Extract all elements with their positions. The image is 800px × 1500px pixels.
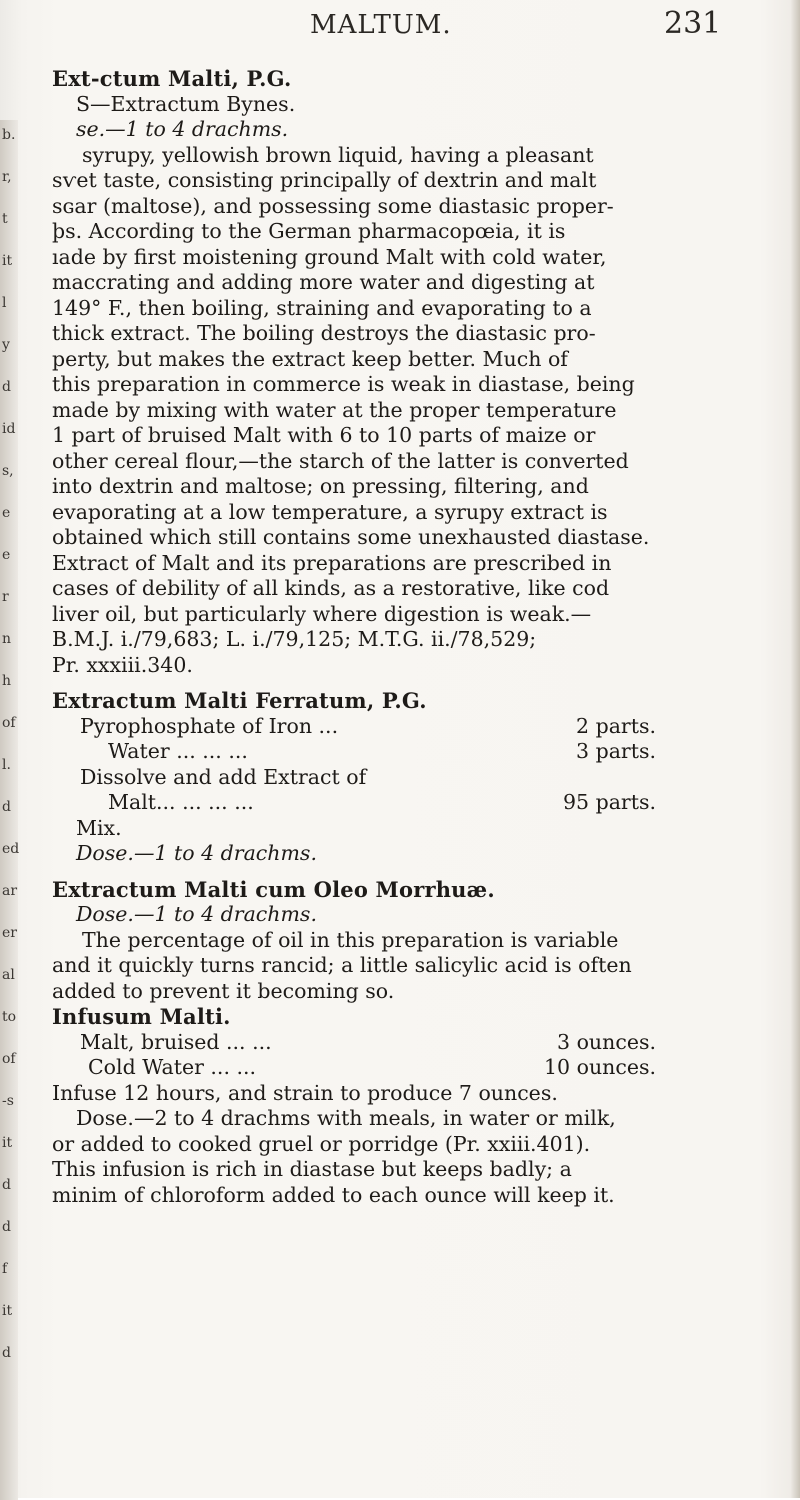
- gutter-glyph: h: [2, 673, 12, 689]
- gutter-glyph: of: [2, 715, 16, 731]
- ingredient-amount: 2 parts.: [576, 713, 656, 738]
- gutter-glyph: d: [2, 1345, 11, 1361]
- text-line: se.—1 to 4 drachms.: [76, 117, 289, 141]
- ingredient-amount: 10 ounces.: [544, 1055, 656, 1079]
- text-line: cases of debility of all kinds, as a restorative, like cod: [52, 576, 610, 600]
- right-page-edge: [790, 0, 800, 1498]
- gutter-glyph: of: [2, 1051, 16, 1067]
- text-line: sɢar (maltose), and possessing some diastasic proper-: [52, 193, 614, 218]
- ingredient-name: Pyrophosphate of Iron ...: [80, 713, 339, 738]
- text-line: syrupy, yellowish brown liquid, having a pleasant: [82, 142, 594, 167]
- gutter-glyph: f: [2, 1261, 8, 1277]
- text-line: obtained which still contains some unexhausted diastase.: [52, 525, 650, 549]
- ingredient-row: [52, 1055, 772, 1081]
- running-head: [0, 4, 800, 44]
- reference-line: B.M.J. i./79,683; L. i./79,125; M.T.G. ii./78,529;: [52, 627, 537, 651]
- text-line: and it quickly turns rancid; a little salicylic acid is often: [52, 953, 632, 977]
- gutter-glyph: n: [2, 631, 12, 647]
- entry-heading-extractum-malti: Ext-ctum Malti, P.G.: [52, 66, 292, 91]
- gutter-glyph: e: [2, 505, 11, 521]
- ingredient-name: Malt, bruised ... ...: [80, 1029, 272, 1054]
- ingredient-amount: 3 parts.: [576, 739, 656, 763]
- gutter-glyph: y: [2, 337, 10, 353]
- gutter-glyph: s,: [2, 463, 14, 479]
- text-line: 149° F., then boiling, straining and evaporating to a: [52, 295, 592, 320]
- gutter-glyph: ed: [2, 841, 20, 857]
- gutter-glyph: l: [2, 295, 7, 311]
- running-title: MALTUM.: [310, 10, 452, 40]
- text-line: The percentage of oil in this preparation is variable: [82, 927, 619, 952]
- gutter-glyph: d: [2, 799, 11, 815]
- entry-heading-extractum-malti-ferratum: Extractum Malti Ferratum, P.G.: [52, 688, 427, 713]
- gutter-glyph: ar: [2, 883, 18, 899]
- gutter-glyph: it: [2, 253, 13, 269]
- ingredient-row: [52, 790, 772, 816]
- text-line: Infuse 12 hours, and strain to produce 7 ounces.: [52, 1080, 558, 1105]
- dose-line: Dose.—2 to 4 drachms with meals, in water or milk,: [76, 1106, 616, 1130]
- page-number: 231: [664, 6, 722, 41]
- gutter-glyph: it: [2, 1303, 13, 1319]
- text-line: maccrating and adding more water and digesting at: [52, 270, 595, 294]
- ingredient-row: [52, 714, 772, 740]
- page-body: [52, 66, 772, 1208]
- entry-heading-infusum-malti: Infusum Malti.: [52, 1004, 231, 1029]
- ingredient-name: Dissolve and add Extract of: [80, 764, 367, 789]
- ingredient-row: [52, 739, 772, 765]
- text-line: made by mixing with water at the proper temperature: [52, 397, 617, 422]
- ingredient-amount: [506, 765, 656, 791]
- gutter-glyph: it: [2, 1135, 13, 1151]
- text-line: this preparation in commerce is weak in diastase, being: [52, 372, 635, 396]
- text-line: other cereal flour,—the starch of the latter is converted: [52, 448, 629, 473]
- gutter-glyph: l.: [2, 757, 11, 773]
- text-line: perty, but makes the extract keep better. Much of: [52, 346, 568, 371]
- text-line: into dextrin and maltose; on pressing, filtering, and: [52, 474, 589, 498]
- text-line: S—Extractum Bynes.: [76, 91, 296, 116]
- ingredient-amount: 3 ounces.: [557, 1029, 656, 1054]
- gutter-glyph: r,: [2, 169, 12, 185]
- gutter-glyph: d: [2, 1177, 11, 1193]
- ingredient-name: Cold Water ... ...: [88, 1055, 257, 1079]
- text-line: liver oil, but particularly where digestion is weak.—: [52, 601, 592, 626]
- gutter-glyph: b.: [2, 127, 16, 143]
- gutter-glyph: t: [2, 211, 8, 227]
- gutter-glyph: e: [2, 547, 11, 563]
- left-gutter-margin: [0, 120, 18, 1500]
- text-line: Extract of Malt and its preparations are prescribed in: [52, 550, 612, 575]
- text-line: sѵet taste, consisting principally of dextrin and malt: [52, 168, 597, 192]
- text-line: or added to cooked gruel or porridge (Pr. xxiii.401).: [52, 1131, 591, 1156]
- gutter-glyph: er: [2, 925, 17, 941]
- text-line: minim of chloroform added to each ounce will keep it.: [52, 1182, 615, 1207]
- gutter-glyph: id: [2, 421, 16, 437]
- gutter-glyph: d: [2, 1219, 11, 1235]
- gutter-glyph: to: [2, 1009, 17, 1025]
- dose-line: Dose.—1 to 4 drachms.: [76, 841, 317, 865]
- gutter-glyph: r: [2, 589, 9, 605]
- dose-line: Dose.—1 to 4 drachms.: [76, 902, 317, 926]
- ingredient-row: [52, 765, 772, 791]
- entry-heading-extractum-malti-cum-oleo: Extractum Malti cum Oleo Morrhuæ.: [52, 876, 495, 902]
- text-line: thick extract. The boiling destroys the diastasic pro-: [52, 321, 596, 345]
- ingredient-name: Water ... ... ...: [108, 739, 248, 763]
- gutter-glyph: d: [2, 379, 11, 395]
- text-line: This infusion is rich in diastase but keeps badly; a: [52, 1157, 572, 1181]
- gutter-glyph: -s: [2, 1093, 14, 1109]
- reference-line: Pr. xxxiii.340.: [52, 652, 193, 677]
- text-line: 1 part of bruised Malt with 6 to 10 parts of maize or: [52, 423, 596, 447]
- text-line: ıade by first moistening ground Malt with cold water,: [52, 244, 607, 269]
- ingredient-row: [52, 1030, 772, 1056]
- text-line: added to prevent it becoming so.: [52, 978, 395, 1003]
- ingredient-name: Malt... ... ... ...: [108, 790, 254, 814]
- text-line: evaporating at a low temperature, a syrupy extract is: [52, 499, 608, 524]
- text-line: þs. According to the German pharmacopœia, it is: [52, 219, 566, 243]
- mix-instruction: Mix.: [76, 815, 122, 840]
- gutter-glyph: al: [2, 967, 15, 983]
- ingredient-amount: 95 parts.: [562, 790, 656, 814]
